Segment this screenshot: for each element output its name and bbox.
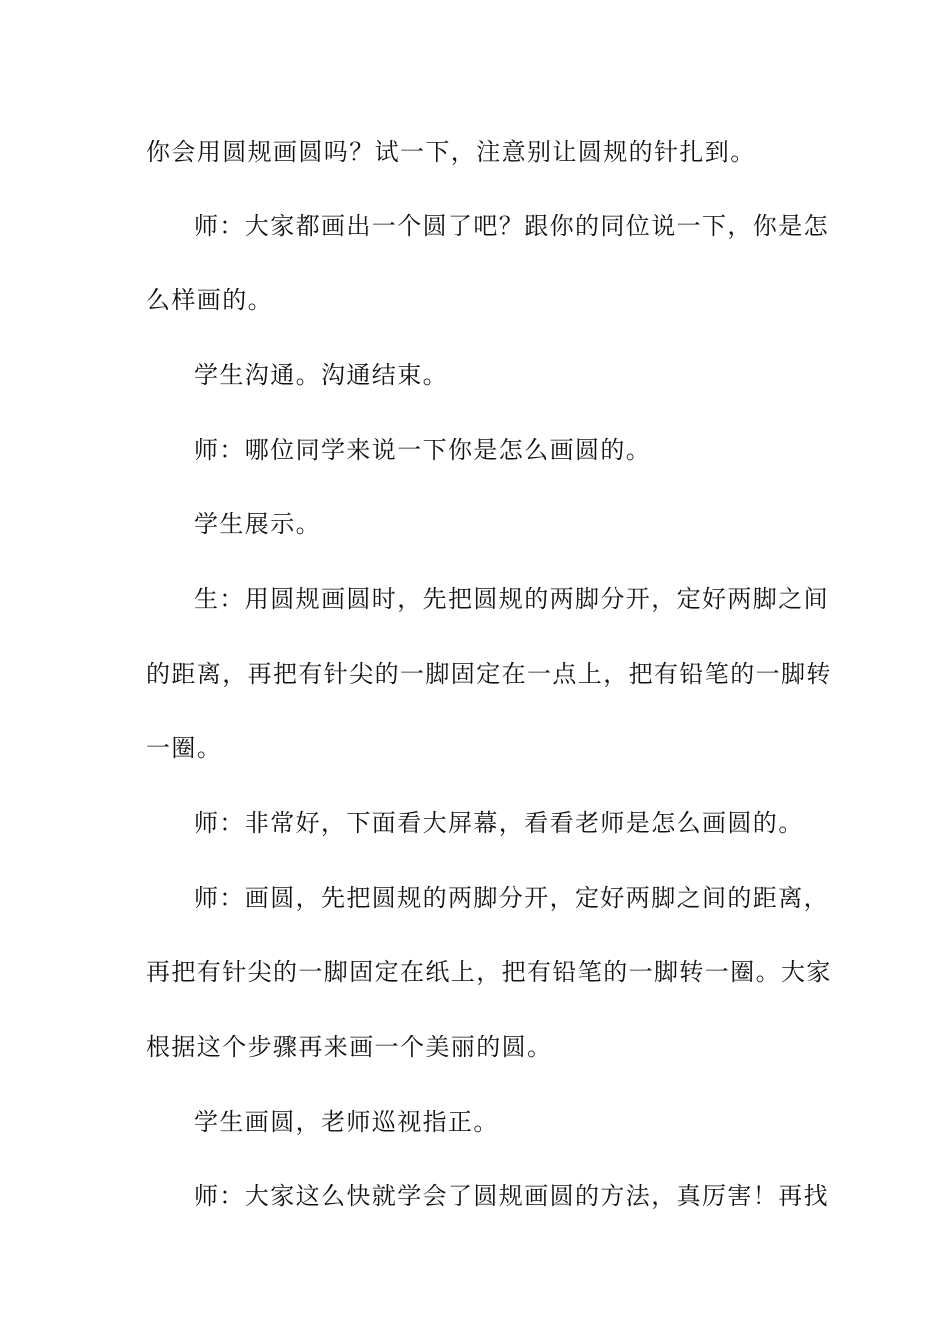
text-line: 师：大家都画出一个圆了吧？跟你的同位说一下，你是怎 (194, 212, 829, 240)
text-line: 师：非常好，下面看大屏幕，看看老师是怎么画圆的。 (194, 809, 804, 837)
text-line: 师：画圆，先把圆规的两脚分开，定好两脚之间的距离， (194, 884, 829, 912)
text-line: 的距离，再把有针尖的一脚固定在一点上，把有铅笔的一脚转 (146, 660, 832, 688)
text-line: 师：哪位同学来说一下你是怎么画圆的。 (194, 436, 652, 464)
text-line: 学生沟通。沟通结束。 (194, 361, 448, 389)
text-line: 一圈。 (146, 734, 223, 762)
text-line: 你会用圆规画圆吗？试一下，注意别让圆规的针扎到。 (146, 138, 756, 166)
text-line: 学生展示。 (194, 510, 321, 538)
text-line: 再把有针尖的一脚固定在纸上，把有铅笔的一脚转一圈。大家 (146, 958, 832, 986)
text-line: 师：大家这么快就学会了圆规画圆的方法，真厉害！再找 (194, 1182, 829, 1210)
text-line: 生：用圆规画圆时，先把圆规的两脚分开，定好两脚之间 (194, 585, 829, 613)
text-line: 根据这个步骤再来画一个美丽的圆。 (146, 1033, 553, 1061)
text-line: 学生画圆，老师巡视指正。 (194, 1108, 499, 1136)
text-line: 么样画的。 (146, 286, 273, 314)
